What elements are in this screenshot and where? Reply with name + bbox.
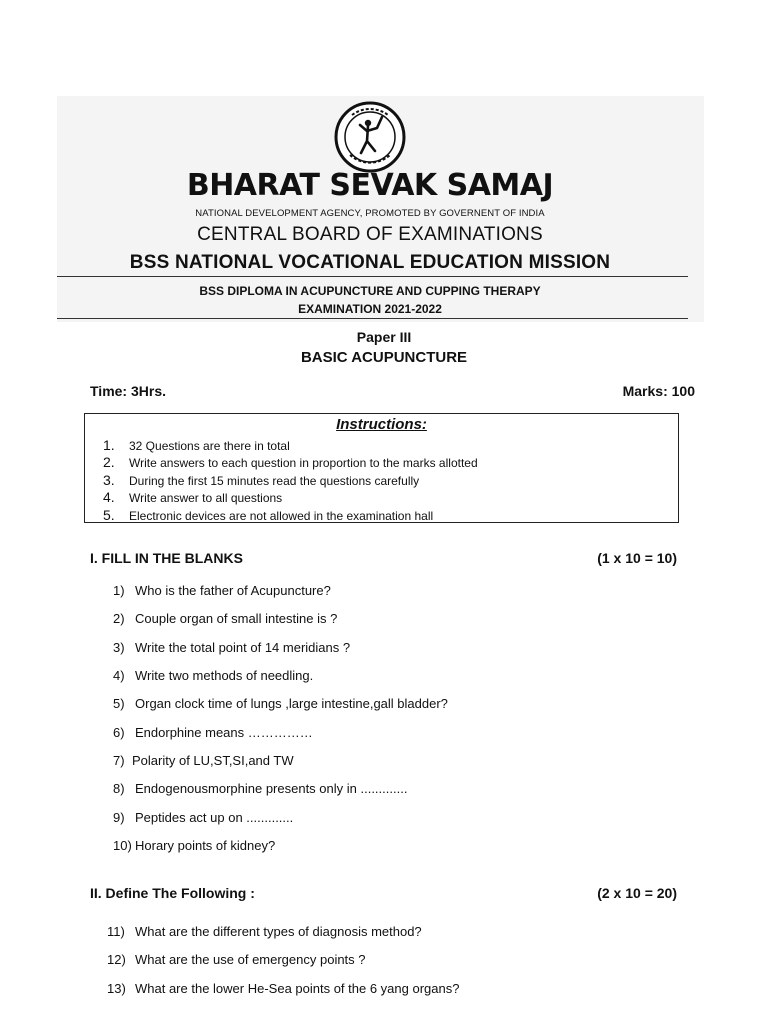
question-number: 9): [113, 810, 125, 825]
question-number: 1): [113, 583, 125, 598]
instruction-text: During the first 15 minutes read the questions carefully: [129, 473, 420, 488]
instruction-number: 5.: [103, 506, 115, 523]
instruction-item: [103, 472, 478, 489]
instructions-list: [103, 437, 478, 524]
instruction-item: [103, 454, 478, 471]
question-number: 7): [113, 753, 125, 768]
question-number: 5): [113, 696, 125, 711]
question-text: Horary points of kidney?: [135, 838, 276, 853]
question-text: Endorphine means ……………: [135, 725, 313, 740]
divider-bottom: [57, 318, 688, 319]
section-2-marks: (2 x 10 = 20): [597, 885, 677, 901]
question-text: What are the lower He-Sea points of the 6 yang organs?: [135, 981, 460, 996]
question-text: Peptides act up on .............: [135, 810, 294, 825]
question-text: What are the different types of diagnosis method?: [135, 924, 422, 939]
question-item: [113, 668, 313, 683]
org-subtitle: NATIONAL DEVELOPMENT AGENCY, PROMOTED BY GOVERNENT OF INDIA: [195, 208, 545, 219]
mission-title: BSS NATIONAL VOCATIONAL EDUCATION MISSION: [129, 252, 611, 273]
question-text: Who is the father of Acupuncture?: [135, 583, 331, 598]
instructions-title: Instructions:: [336, 416, 427, 433]
board-title: CENTRAL BOARD OF EXAMINATIONS: [197, 224, 543, 245]
question-item: [107, 981, 459, 996]
question-item: [113, 611, 337, 626]
question-text: What are the use of emergency points ?: [135, 952, 366, 967]
instruction-item: [103, 489, 478, 506]
paper-number: Paper III: [356, 329, 412, 345]
instruction-number: 1.: [103, 437, 115, 453]
question-item: [107, 924, 422, 939]
question-text: Polarity of LU,ST,SI,and TW: [132, 753, 294, 768]
question-text: Write the total point of 14 meridians ?: [135, 640, 351, 655]
question-number: 2): [113, 611, 125, 626]
section-2-title: II. Define The Following :: [90, 885, 255, 901]
question-text: Organ clock time of lungs ,large intestine,gall bladder?: [135, 696, 448, 711]
question-text: Couple organ of small intestine is ?: [135, 611, 338, 626]
section-1-title: I. FILL IN THE BLANKS: [90, 550, 243, 566]
seal-logo: [334, 101, 406, 173]
question-item: [113, 781, 407, 796]
org-title: BHARAT SEVAK SAMAJ: [186, 168, 554, 203]
instruction-text: Write answers to each question in proportion to the marks allotted: [129, 456, 478, 471]
divider-top: [57, 276, 688, 277]
exam-year: EXAMINATION 2021-2022: [298, 302, 442, 316]
question-item: [113, 696, 448, 711]
instruction-number: 2.: [103, 454, 115, 471]
question-text: Write two methods of needling.: [135, 668, 314, 683]
instruction-text: 32 Questions are there in total: [129, 439, 290, 453]
instructions-box: [84, 413, 679, 523]
question-number: 3): [113, 640, 125, 655]
section-1-marks: (1 x 10 = 10): [597, 550, 677, 566]
question-item: [113, 583, 331, 598]
time-allowed: Time: 3Hrs.: [90, 383, 166, 399]
instruction-number: 3.: [103, 471, 115, 488]
question-number: 10): [113, 838, 132, 853]
instruction-item: [103, 437, 478, 454]
question-number: 13): [107, 981, 126, 996]
question-item: [107, 952, 366, 967]
question-number: 4): [113, 668, 125, 683]
question-number: 11): [107, 924, 125, 939]
course-title: BSS DIPLOMA IN ACUPUNCTURE AND CUPPING THERAPY: [199, 284, 541, 298]
paper-subject: BASIC ACUPUNCTURE: [300, 349, 468, 366]
instruction-text: Write answer to all questions: [129, 491, 283, 506]
question-number: 8): [113, 781, 125, 796]
question-number: 12): [107, 952, 126, 967]
question-item: [113, 640, 350, 655]
question-item: [113, 753, 294, 768]
question-item: [113, 725, 313, 740]
question-number: 6): [113, 725, 125, 740]
instruction-text: Electronic devices are not allowed in the examination hall: [129, 508, 434, 523]
question-item: [113, 838, 275, 853]
instruction-item: [103, 507, 478, 524]
question-text: Endogenousmorphine presents only in .............: [135, 781, 408, 796]
total-marks: Marks: 100: [622, 383, 695, 399]
instruction-number: 4.: [103, 489, 115, 506]
question-item: [113, 810, 293, 825]
